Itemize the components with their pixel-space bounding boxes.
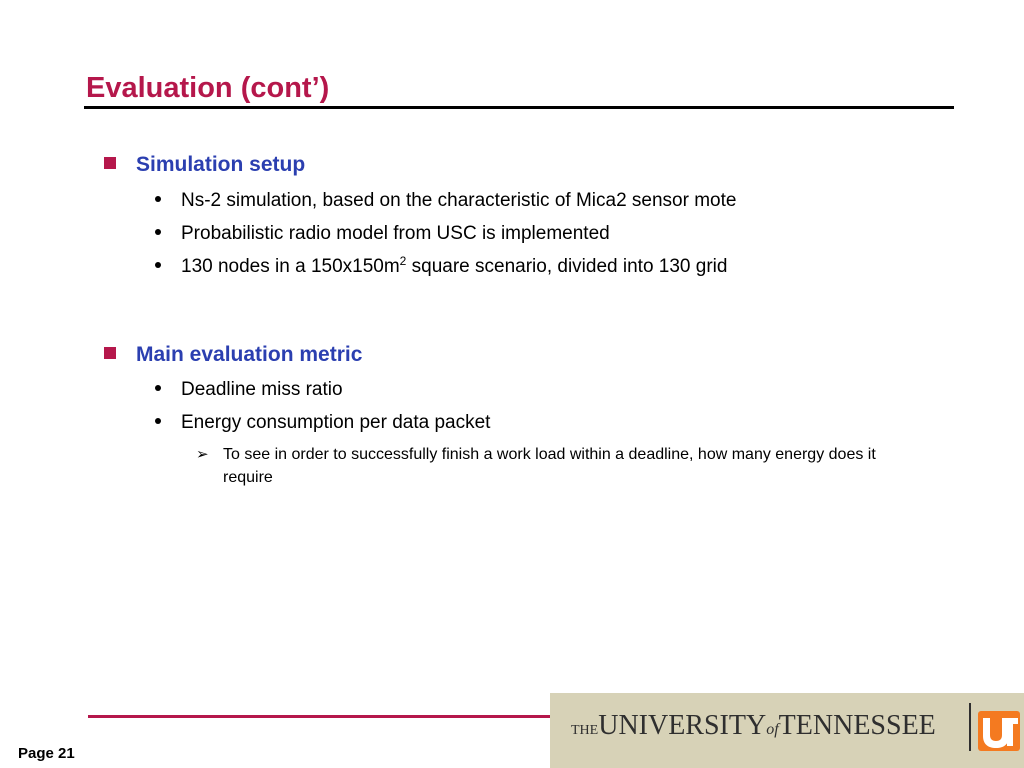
footer-divider	[88, 715, 550, 718]
ut-logo-icon	[978, 711, 1020, 751]
superscript-two: 2	[399, 254, 407, 268]
dot-bullet-icon	[155, 418, 161, 424]
dot-bullet-icon	[155, 262, 161, 268]
bullet-item	[155, 255, 727, 279]
bullet-text: Deadline miss ratio	[181, 379, 343, 400]
sub-bullet-text: To see in order to successfully finish a work load within a deadline, how many energy does it require	[223, 446, 876, 486]
bullet-text: Energy consumption per data packet	[181, 412, 491, 433]
dot-bullet-icon	[155, 385, 161, 391]
slide-title: Evaluation (cont’)	[86, 72, 330, 104]
university-logo-panel	[550, 693, 1024, 768]
logo-of-text: of	[766, 721, 779, 738]
bullet-item	[155, 411, 490, 435]
square-bullet-icon	[104, 347, 116, 359]
university-logo-text	[571, 708, 936, 749]
section-heading-text: Simulation setup	[136, 153, 306, 176]
square-bullet-icon	[104, 157, 116, 169]
bullet-text-after-superscript: square scenario, divided into 130 grid	[406, 256, 728, 277]
logo-university-text: UNIVERSITY	[598, 710, 767, 741]
bullet-item	[155, 189, 736, 213]
page-number: Page 21	[18, 745, 75, 762]
logo-divider	[969, 703, 971, 751]
arrow-bullet-icon: ➢	[196, 446, 209, 463]
dot-bullet-icon	[155, 229, 161, 235]
logo-tennessee-text: TENNESSEE	[778, 710, 936, 741]
section-heading-text: Main evaluation metric	[136, 343, 363, 366]
bullet-text-before-superscript: 130 nodes in a 150x150m	[181, 256, 400, 277]
bullet-text: Ns-2 simulation, based on the characteristic of Mica2 sensor mote	[181, 190, 737, 211]
bullet-item	[155, 378, 343, 402]
sub-bullet-item	[196, 443, 916, 489]
logo-the-text: THE	[571, 723, 599, 738]
bullet-item	[155, 222, 610, 246]
section-heading-simulation-setup	[104, 152, 305, 178]
section-heading-main-evaluation-metric	[104, 342, 362, 368]
title-divider	[84, 106, 954, 109]
dot-bullet-icon	[155, 196, 161, 202]
bullet-text: Probabilistic radio model from USC is implemented	[181, 223, 610, 244]
